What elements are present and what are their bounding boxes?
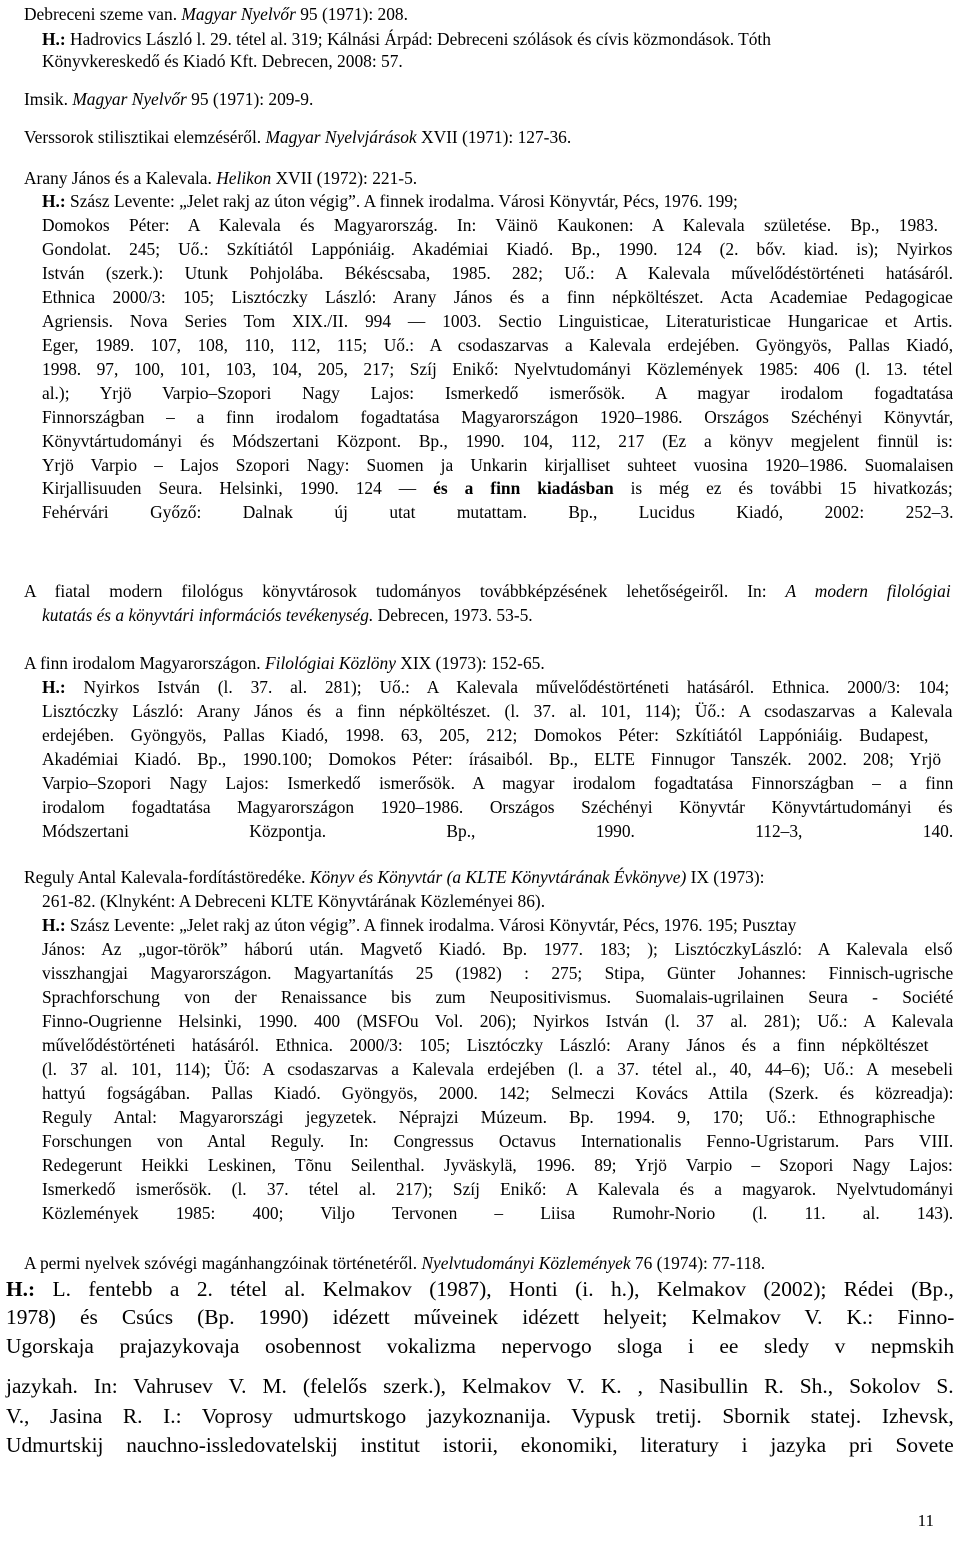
text-run: XIX (1973): 152-65.	[395, 653, 545, 673]
text-line	[42, 1107, 935, 1127]
text-run: Forschungen von Antal Reguly. In: Congressus Octavus Internationalis Fenno-Ugristarum. Pars VIII.	[42, 1131, 954, 1151]
text-line	[6, 1304, 954, 1330]
italic-title: Magyar Nyelvőr	[72, 89, 187, 109]
text-run: XVII (1971): 127-36.	[416, 127, 572, 147]
text-line	[24, 867, 765, 887]
text-run: A finn irodalom Magyarországon.	[24, 653, 265, 673]
text-run: L. fentebb a 2. tétel al. Kelmakov (1987), Honti (i. h.), Kelmakov (2002); Rédei (Bp.,	[35, 1277, 954, 1301]
text-run: Eger, 1989. 107, 108, 110, 112, 115; Uő.: A csodaszarvas a Kalevala erdejében. Gyöngyös, Pallas Kiadó,	[42, 335, 954, 355]
text-line	[42, 287, 953, 307]
text-run: XVII (1972): 221-5.	[271, 168, 418, 188]
bold-text: H.:	[42, 191, 66, 211]
text-line	[42, 1059, 953, 1079]
text-line	[42, 749, 941, 769]
text-line	[42, 1203, 953, 1223]
text-line	[42, 191, 738, 211]
bold-text: H.:	[42, 677, 66, 697]
text-line	[24, 653, 545, 673]
italic-title: Nyelvtudományi Közlemények	[421, 1253, 631, 1273]
text-line	[42, 51, 403, 71]
text-line	[42, 987, 953, 1007]
text-line	[42, 311, 953, 331]
text-run: Hadrovics László l. 29. tétel al. 319; Kálnási Árpád: Debreceni szólások és cívis közmondások. Tóth	[65, 29, 771, 49]
text-line	[6, 1432, 954, 1458]
text-line	[42, 1155, 953, 1175]
italic-title: Filológiai Közlöny	[265, 653, 396, 673]
text-line	[24, 581, 951, 601]
text-line	[42, 407, 953, 427]
italic-title: Magyar Nyelvjárások	[265, 127, 417, 147]
bold-text: és a finn kiadásban	[433, 478, 614, 498]
text-run: (l. 37 al. 101, 114); Üő: A csodaszarvas a Kalevala erdejében (l. a 37. tétel al., 40, 44–6); Uő.: A mesebeli	[42, 1059, 953, 1079]
text-run: Nyirkos István (l. 37. al. 281); Uő.: A Kalevala művelődéstörténeti hatásáról. Ethnica. 2000/3: 104;	[65, 677, 950, 697]
text-run: István (szerk.): Utunk Pohjolába. Békéscsaba, 1985. 282; Uő.: A Kalevala művelődéstörténeti hatásáról.	[42, 263, 953, 283]
text-run: 1998. 97, 100, 101, 103, 104, 205, 217; Szíj Enikő: Nyelvtudományi Közlemények 1985: 406 (l. 13. tétel	[42, 359, 953, 379]
text-run: Fehérvári Győző: Dalnak új utat mutattam. Bp., Lucidus Kiadó, 2002: 252–3.	[42, 502, 954, 522]
text-run: IX (1973):	[686, 867, 765, 887]
text-run: Lisztóczky László: Arany János és a finn népköltészet. (l. 37. al. 101, 114); Üő.: A csodaszarvas a Kalevala	[42, 701, 953, 721]
text-line	[42, 383, 953, 403]
text-run: is még ez és további 15 hivatkozás;	[613, 478, 953, 498]
text-run: Ugorskaja prajazykovaja osobennost vokalizma nepervogo sloga i ee sledy v nepmskih	[6, 1334, 955, 1358]
italic-title: Magyar Nyelvőr	[181, 4, 296, 24]
text-run: Akadémiai Kiadó. Bp., 1990.100; Domokos Péter: írásaiból. Bp., ELTE Finnugor Tanszék. 2002. 208; Yrjö	[42, 749, 942, 769]
bold-text: H.:	[42, 915, 66, 935]
text-line	[42, 29, 771, 49]
text-line	[24, 89, 313, 109]
text-line	[42, 263, 953, 283]
italic-title: Könyv és Könyvtár (a KLTE Könyvtárának Évkönyve)	[309, 867, 687, 887]
text-run: 261-82. (Klnyként: A Debreceni KLTE Könyvtárának Közleményei 86).	[42, 891, 546, 911]
page-number: 11	[917, 1511, 934, 1530]
bold-text: H.:	[6, 1277, 36, 1301]
text-line	[42, 963, 953, 983]
text-line	[6, 1333, 954, 1359]
text-run: Verssorok stilisztikai elemzéséről.	[24, 127, 266, 147]
text-line	[42, 1035, 928, 1055]
text-line	[42, 1011, 953, 1031]
text-line	[42, 725, 928, 745]
text-run: Sprachforschung von der Renaissance bis zum Neupositivismus. Suomalais-ugrilainen Seura - Société	[42, 987, 954, 1007]
text-line	[24, 127, 571, 147]
text-run: Ismerkedő ismerősök. (l. 37. tétel al. 217); Szíj Enikő: A Kalevala és a magyarok. Nyelvtudományi	[42, 1179, 954, 1199]
text-run: Könyvkereskedő és Kiadó Kft. Debrecen, 2008: 57.	[42, 51, 403, 71]
text-line	[42, 701, 953, 721]
text-run: V., Jasina R. I.: Voprosy udmurtskogo jazykoznanija. Vypusk tretij. Sbornik statej. Izhevsk,	[6, 1404, 954, 1428]
text-line	[42, 1131, 953, 1151]
text-run: A permi nyelvek szóvégi magánhangzóinak történetéről.	[24, 1253, 422, 1273]
text-run: irodalom fogadtatása Magyarországon 1920–1986. Országos Széchényi Könyvtár Könyvtártudományi és	[42, 797, 953, 817]
text-run: Udmurtskij nauchno-issledovatelskij institut istorii, ekonomiki, literatury i jazyka pri Sovete	[6, 1433, 954, 1457]
text-line	[42, 605, 533, 625]
text-line	[42, 478, 953, 498]
italic-title: Helikon	[216, 168, 272, 188]
text-run: 95 (1971): 208.	[295, 4, 408, 24]
text-run: Könyvtártudományi és Módszertani Központ. Bp., 1990. 104, 112, 217 (Ez a könyv megjelent finnül is:	[42, 431, 953, 451]
text-line	[42, 431, 953, 451]
text-run: Módszertani Központja. Bp., 1990. 112–3, 140.	[42, 821, 954, 841]
text-line	[6, 1276, 954, 1302]
text-run: Finno-Ougrienne Helsinki, 1990. 400 (MSFOu Vol. 206); Nyirkos István (l. 37 al. 281); Uő.: A Kalevala	[42, 1011, 954, 1031]
text-run: erdejében. Gyöngyös, Pallas Kiadó, 1998. 63, 205, 212; Domokos Péter: Szkítiától Lappóniáig. Budapest,	[42, 725, 929, 745]
text-line	[42, 455, 953, 475]
text-run: János: Az „ugor-török” háború után. Magvető Kiadó. Bp. 1977. 183; ); LisztóczkyLászló: A Kalevala első	[42, 939, 953, 959]
text-run: visszhangjai Magyarországon. Magyartanítás 25 (1982) : 275; Stipa, Günter Johannes: Finnisch-ugrische	[42, 963, 954, 983]
text-run: hattyú fogságában. Pallas Kiadó. Gyöngyös, 2000. 142; Selmeczi Kovács Attila (Szerk. és közreadja):	[42, 1083, 954, 1103]
text-line	[42, 821, 953, 841]
text-run: Finnországban – a finn irodalom fogadtatása Magyarországon 1920–1986. Országos Széchényi Könyvtár,	[42, 407, 954, 427]
text-run: Debrecen, 1973. 53-5.	[373, 605, 533, 625]
text-run: al.); Yrjö Varpio–Szopori Nagy Lajos: Ismerkedő ismerősök. A magyar irodalom fogadtatása	[42, 383, 954, 403]
text-line	[42, 773, 953, 793]
text-run: Agriensis. Nova Series Tom XIX./II. 994 — 1003. Sectio Linguisticae, Literaturisticae Hungaricae et Artis.	[42, 311, 953, 331]
text-run: 1978) és Csúcs (Bp. 1990) idézett műveinek idézett helyeit; Kelmakov V. K.: Finno-	[6, 1305, 955, 1329]
text-line	[42, 239, 953, 259]
text-line	[6, 1373, 954, 1399]
text-run: Yrjö Varpio – Lajos Szopori Nagy: Suomen ja Unkarin kirjalliset suhteet vuosina 1920–1986. Suomalaisen	[42, 455, 954, 475]
text-run: művelődéstörténeti hatásáról. Ethnica. 2000/3: 105; Lisztóczky László: Arany János és a finn népköltészet	[42, 1035, 929, 1055]
text-run: Domokos Péter: A Kalevala és Magyarország. In: Väinö Kaukonen: A Kalevala születése. Bp., 1983.	[42, 215, 938, 235]
text-run: 95 (1971): 209-9.	[186, 89, 314, 109]
text-line	[42, 502, 953, 522]
text-line	[42, 797, 953, 817]
text-line	[42, 1179, 953, 1199]
text-line	[42, 359, 953, 379]
text-run: jazykah. In: Vahrusev V. M. (felelős szerk.), Kelmakov V. K. , Nasibullin R. Sh., Sokolov S.	[6, 1374, 954, 1398]
text-run: 76 (1974): 77-118.	[630, 1253, 766, 1273]
text-line	[42, 1083, 953, 1103]
text-run: Arany János és a Kalevala.	[24, 168, 217, 188]
text-run: Varpio–Szopori Nagy Lajos: Ismerkedő ismerősök. A magyar irodalom fogadtatása Finnországban – a finn	[42, 773, 954, 793]
text-run: Imsik.	[24, 89, 73, 109]
text-line	[24, 1253, 765, 1273]
text-run: Kirjallisuuden Seura. Helsinki, 1990. 124 —	[42, 478, 434, 498]
text-line	[42, 915, 796, 935]
text-line	[42, 939, 953, 959]
italic-title: A modern filológiai	[785, 581, 951, 601]
text-run: Reguly Antal: Magyarországi jegyzetek. Néprajzi Múzeum. Bp. 1994. 9, 170; Uő.: Ethnographische	[42, 1107, 936, 1127]
text-line	[42, 677, 949, 697]
text-run: Szász Levente: „Jelet rakj az úton végig”. A finnek irodalma. Városi Könyvtár, Pécs, 1976. 195; Pusztay	[65, 915, 797, 935]
bold-text: H.:	[42, 29, 66, 49]
text-run: Gondolat. 245; Uő.: Szkítiától Lappóniáig. Akadémiai Kiadó. Bp., 1990. 124 (2. bőv. kiad. is); Nyirkos	[42, 239, 953, 259]
text-run: Reguly Antal Kalevala-fordítástöredéke.	[24, 867, 310, 887]
text-line	[24, 168, 417, 188]
text-run: Szász Levente: „Jelet rakj az úton végig”. A finnek irodalma. Városi Könyvtár, Pécs, 1976. 199;	[65, 191, 738, 211]
text-run: Redegerunt Heikki Leskinen, Tõnu Seilenthal. Jyväskylä, 1996. 89; Yrjö Varpio – Szopori Nagy Lajos:	[42, 1155, 953, 1175]
text-run: Debreceni szeme van.	[24, 4, 182, 24]
text-run: A fiatal modern filológus könyvtárosok tudományos továbbképzésének lehetőségeiről. In:	[24, 581, 786, 601]
text-run: Ethnica 2000/3: 105; Lisztóczky László: Arany János és a finn népköltészet. Acta Academiae Pedagogicae	[42, 287, 953, 307]
text-line	[42, 891, 545, 911]
text-line	[24, 4, 408, 24]
text-run: Közlemények 1985: 400; Viljo Tervonen – Liisa Rumohr-Norio (l. 11. al. 143).	[42, 1203, 954, 1223]
text-line	[42, 215, 938, 235]
text-line	[6, 1403, 954, 1429]
italic-title: kutatás és a könyvtári információs tevékenység.	[42, 605, 374, 625]
text-line	[42, 335, 953, 355]
